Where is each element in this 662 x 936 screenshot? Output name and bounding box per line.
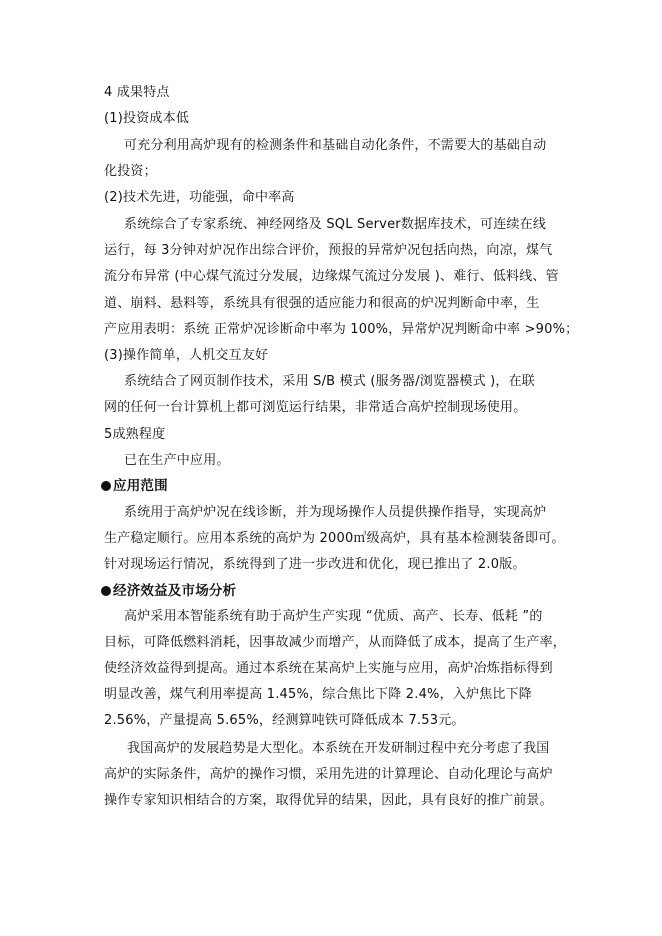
paragraph-line: 明显改善，煤气利用率提高 1.45%，综合焦比下降 2.4%，入炉焦比下降 bbox=[104, 687, 532, 702]
paragraph-line: 流分布异常 (中心煤气流过分发展，边缘煤气流过分发展 )、难行、低料线、管 bbox=[104, 269, 559, 284]
paragraph-line: 已在生产中应用。 bbox=[124, 453, 230, 468]
paragraph-line: 操作专家知识相结合的方案，取得优异的结果，因此，具有良好的推广前景。 bbox=[104, 793, 553, 808]
paragraph-line: 使经济效益得到提高。通过本系统在某高炉上实施与应用，高炉冶炼指标得到 bbox=[104, 661, 553, 676]
subheading: (2)技术先进，功能强，命中率高 bbox=[104, 190, 295, 205]
subheading: (3)操作简单，人机交互友好 bbox=[104, 348, 269, 363]
paragraph-line: 道、崩料、悬料等，系统具有很强的适应能力和很高的炉况判断命中率，生 bbox=[104, 296, 540, 311]
paragraph-line: 高炉采用本智能系统有助于高炉生产实现 “优质、高产、长寿、低耗 ”的 bbox=[124, 609, 543, 624]
paragraph-line: 我国高炉的发展趋势是大型化。本系统在开发研制过程中充分考虑了我国 bbox=[127, 741, 550, 756]
paragraph-line: 2.56%，产量提高 5.65%，经测算吨铁可降低成本 7.53元。 bbox=[104, 713, 465, 728]
paragraph-line: 生产稳定顺行。应用本系统的高炉为 2000㎥级高炉，具有基本检测装备即可。 bbox=[104, 531, 565, 546]
paragraph-line: 针对现场运行情况，系统得到了进一步改进和优化，现已推出了 2.0版。 bbox=[104, 557, 526, 572]
section-heading: 4 成果特点 bbox=[104, 85, 170, 100]
section-heading: 5成熟程度 bbox=[104, 427, 166, 442]
paragraph-line: 网的任何一台计算机上都可浏览运行结果，非常适合高炉控制现场使用。 bbox=[104, 400, 527, 415]
bullet-icon bbox=[101, 481, 111, 491]
heading-text: 应用范围 bbox=[113, 478, 168, 494]
paragraph-line: 化投资； bbox=[104, 164, 157, 179]
paragraph-line: 系统综合了专家系统、神经网络及 SQL Server数据库技术，可连续在线 bbox=[124, 217, 547, 232]
bold-heading bbox=[101, 582, 236, 600]
paragraph-line: 系统用于高炉炉况在线诊断，并为现场操作人员提供操作指导，实现高炉 bbox=[124, 505, 547, 520]
paragraph-line: 运行，每 3分钟对炉况作出综合评价，预报的异常炉况包括向热，向凉，煤气 bbox=[104, 243, 553, 258]
paragraph-line: 产应用表明：系统 正常炉况诊断命中率为 100%，异常炉况判断命中率 >90%； bbox=[104, 322, 579, 337]
heading-text: 经济效益及市场分析 bbox=[113, 583, 237, 599]
subheading: (1)投资成本低 bbox=[104, 111, 190, 126]
paragraph-line: 可充分利用高炉现有的检测条件和基础自动化条件，不需要大的基础自动 bbox=[124, 138, 547, 153]
paragraph-line: 高炉的实际条件，高炉的操作习惯，采用先进的计算理论、自动化理论与高炉 bbox=[104, 767, 553, 782]
bullet-icon bbox=[101, 586, 111, 596]
bold-heading bbox=[101, 477, 168, 495]
paragraph-line: 系统结合了网页制作技术，采用 S/B 模式 (服务器/浏览器模式 )，在联 bbox=[124, 374, 536, 389]
paragraph-line: 目标，可降低燃料消耗，因事故减少而增产，从而降低了成本，提高了生产率， bbox=[104, 635, 567, 650]
